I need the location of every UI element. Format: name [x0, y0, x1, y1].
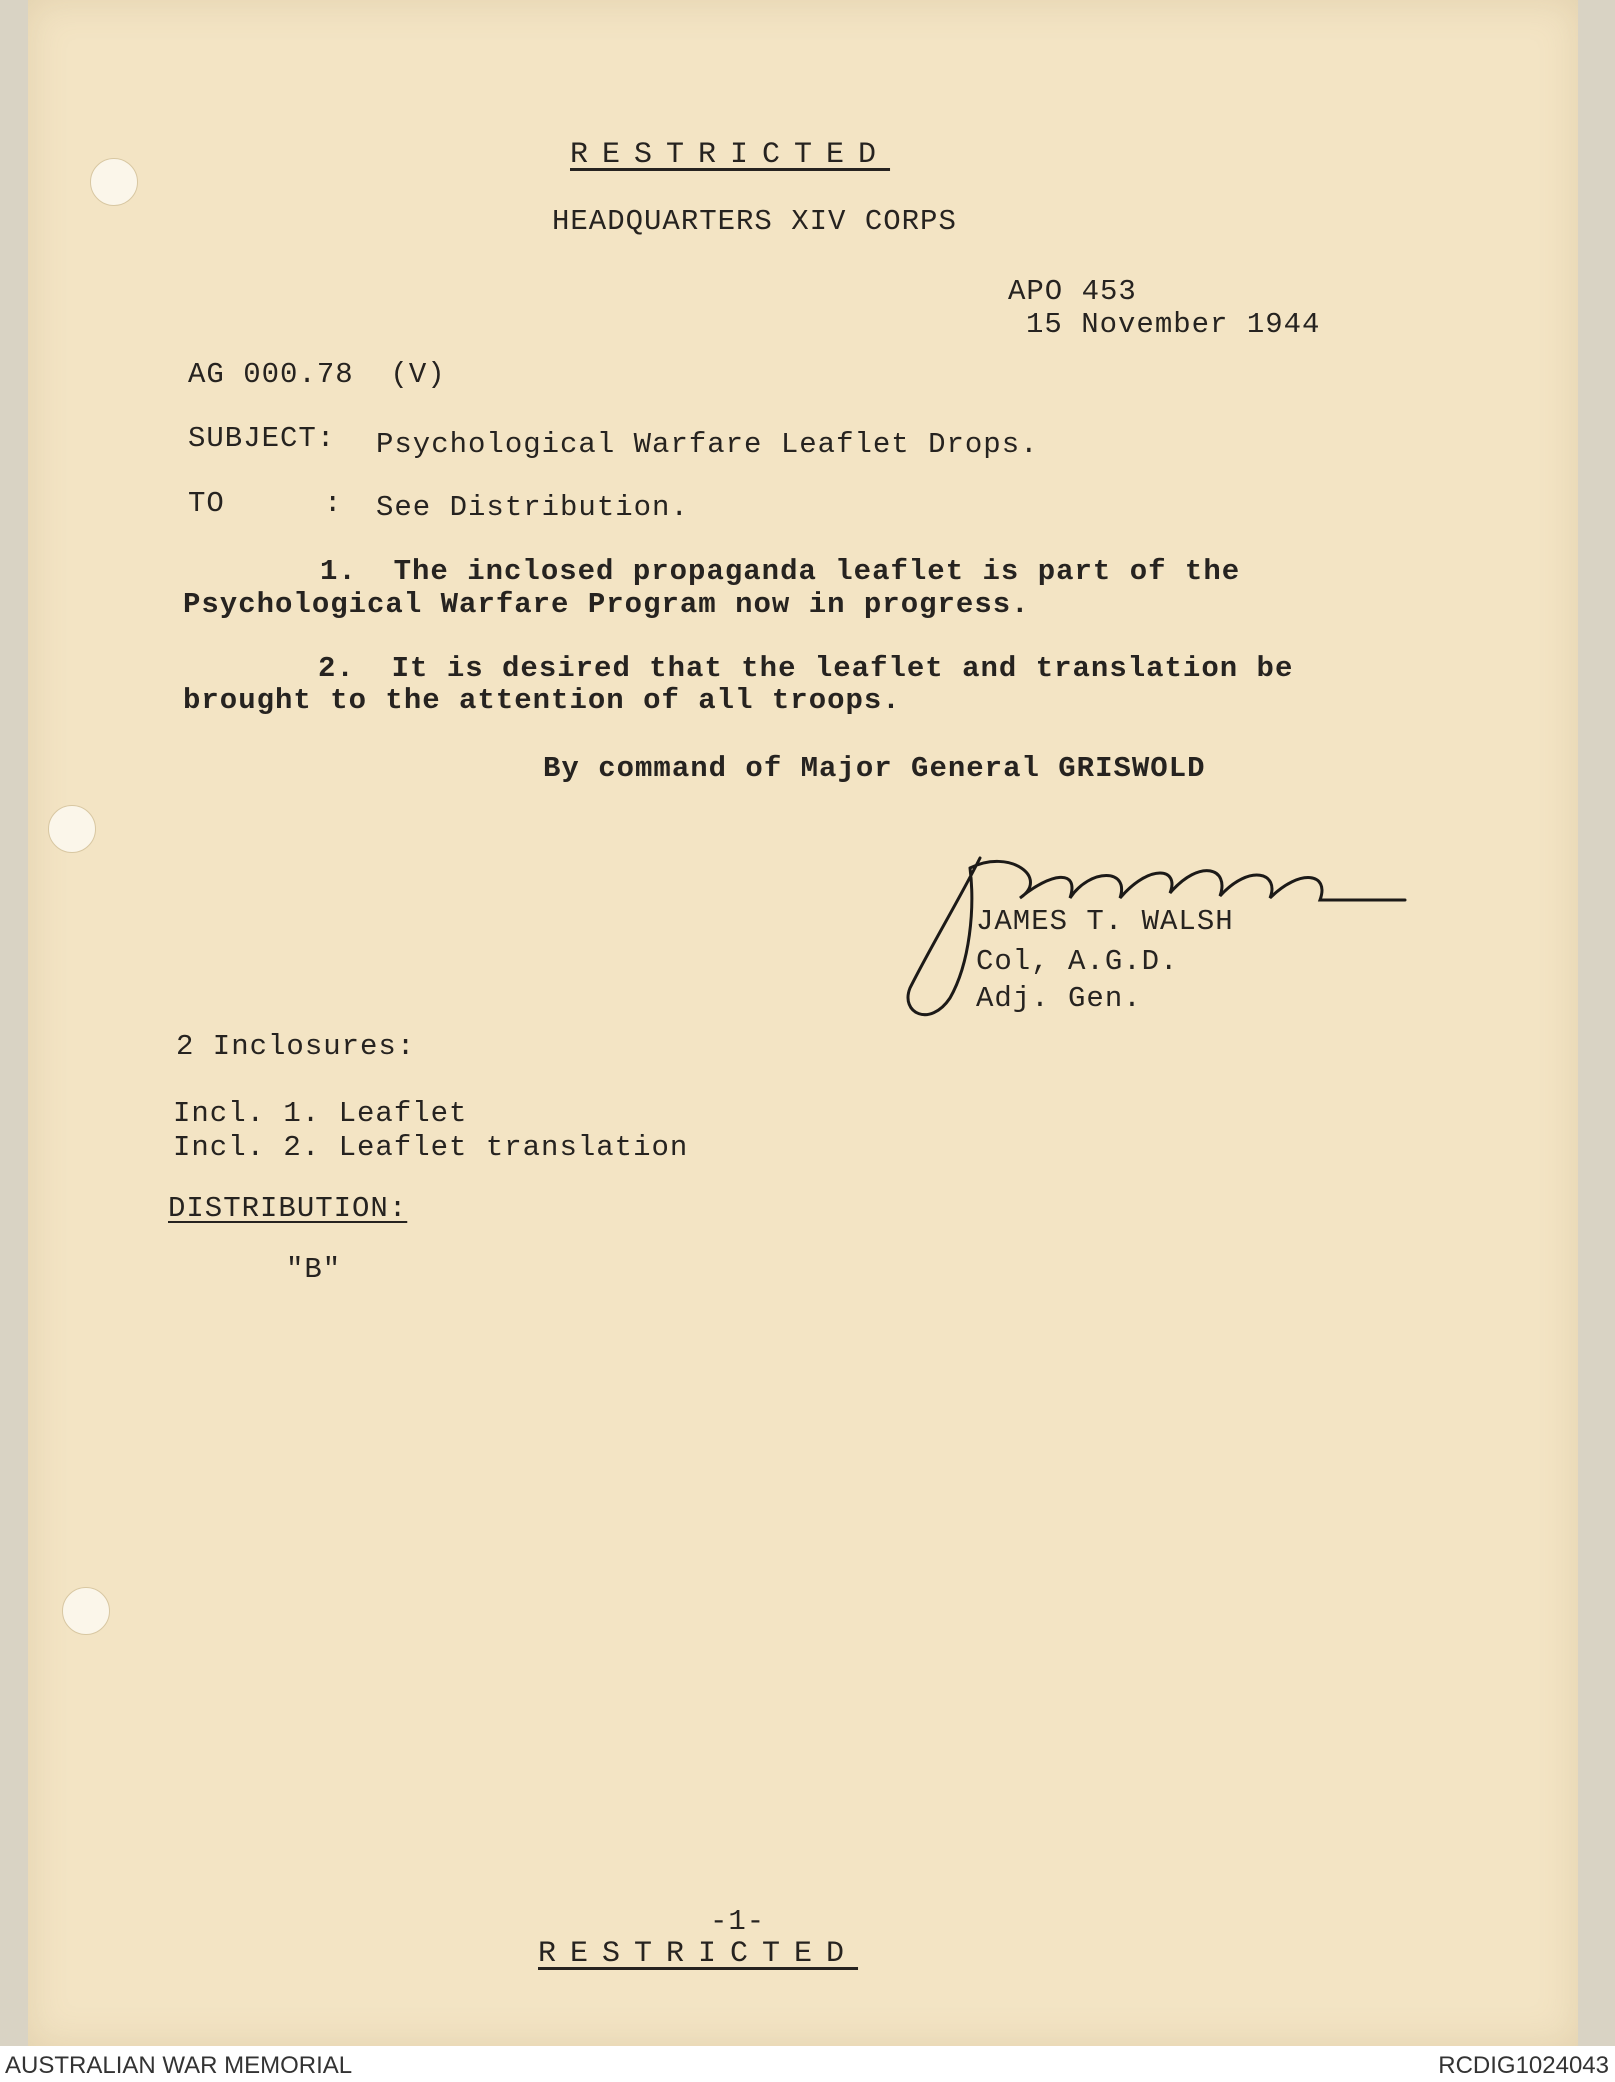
inclosures-heading: 2 Inclosures:	[176, 1030, 416, 1063]
punch-hole-bottom	[62, 1587, 110, 1635]
apo-number: APO 453	[1008, 275, 1137, 308]
reference-number: AG 000.78 (V)	[188, 358, 446, 391]
paragraph-2-line-2: brought to the attention of all troops.	[183, 684, 901, 717]
signature-name: JAMES T. WALSH	[976, 905, 1234, 938]
document-date: 15 November 1944	[1026, 308, 1321, 341]
inclosure-1: Incl. 1. Leaflet	[173, 1097, 468, 1130]
headquarters-title: HEADQUARTERS XIV CORPS	[552, 205, 957, 238]
paragraph-1-line-1: 1. The inclosed propaganda leaflet is part of the	[320, 555, 1241, 588]
page-number: -1-	[710, 1905, 766, 1938]
paragraph-1-line-2: Psychological Warfare Program now in progress.	[183, 588, 1030, 621]
to-colon: :	[324, 487, 343, 520]
header-classification: RESTRICTED	[570, 138, 891, 172]
punch-hole-top	[90, 158, 138, 206]
command-line: By command of Major General GRISWOLD	[543, 752, 1206, 785]
distribution-heading: DISTRIBUTION:	[168, 1192, 408, 1225]
to-label: TO	[188, 487, 225, 520]
document-page	[28, 0, 1578, 2046]
signature-title: Adj. Gen.	[976, 982, 1142, 1015]
to-text: See Distribution.	[376, 491, 689, 524]
footer-left-label: AUSTRALIAN WAR MEMORIAL	[5, 2052, 353, 2079]
subject-label: SUBJECT:	[188, 422, 336, 455]
signature-rank: Col, A.G.D.	[976, 945, 1179, 978]
footer-right-label: RCDIG1024043	[1438, 2052, 1609, 2079]
punch-hole-middle	[48, 805, 96, 853]
inclosure-2: Incl. 2. Leaflet translation	[173, 1131, 689, 1164]
distribution-value: "B"	[286, 1253, 342, 1286]
footer-classification: RESTRICTED	[538, 1937, 859, 1971]
paragraph-2-line-1: 2. It is desired that the leaflet and translation be	[318, 652, 1294, 685]
archive-footer	[0, 2046, 1615, 2082]
subject-text: Psychological Warfare Leaflet Drops.	[376, 428, 1039, 461]
